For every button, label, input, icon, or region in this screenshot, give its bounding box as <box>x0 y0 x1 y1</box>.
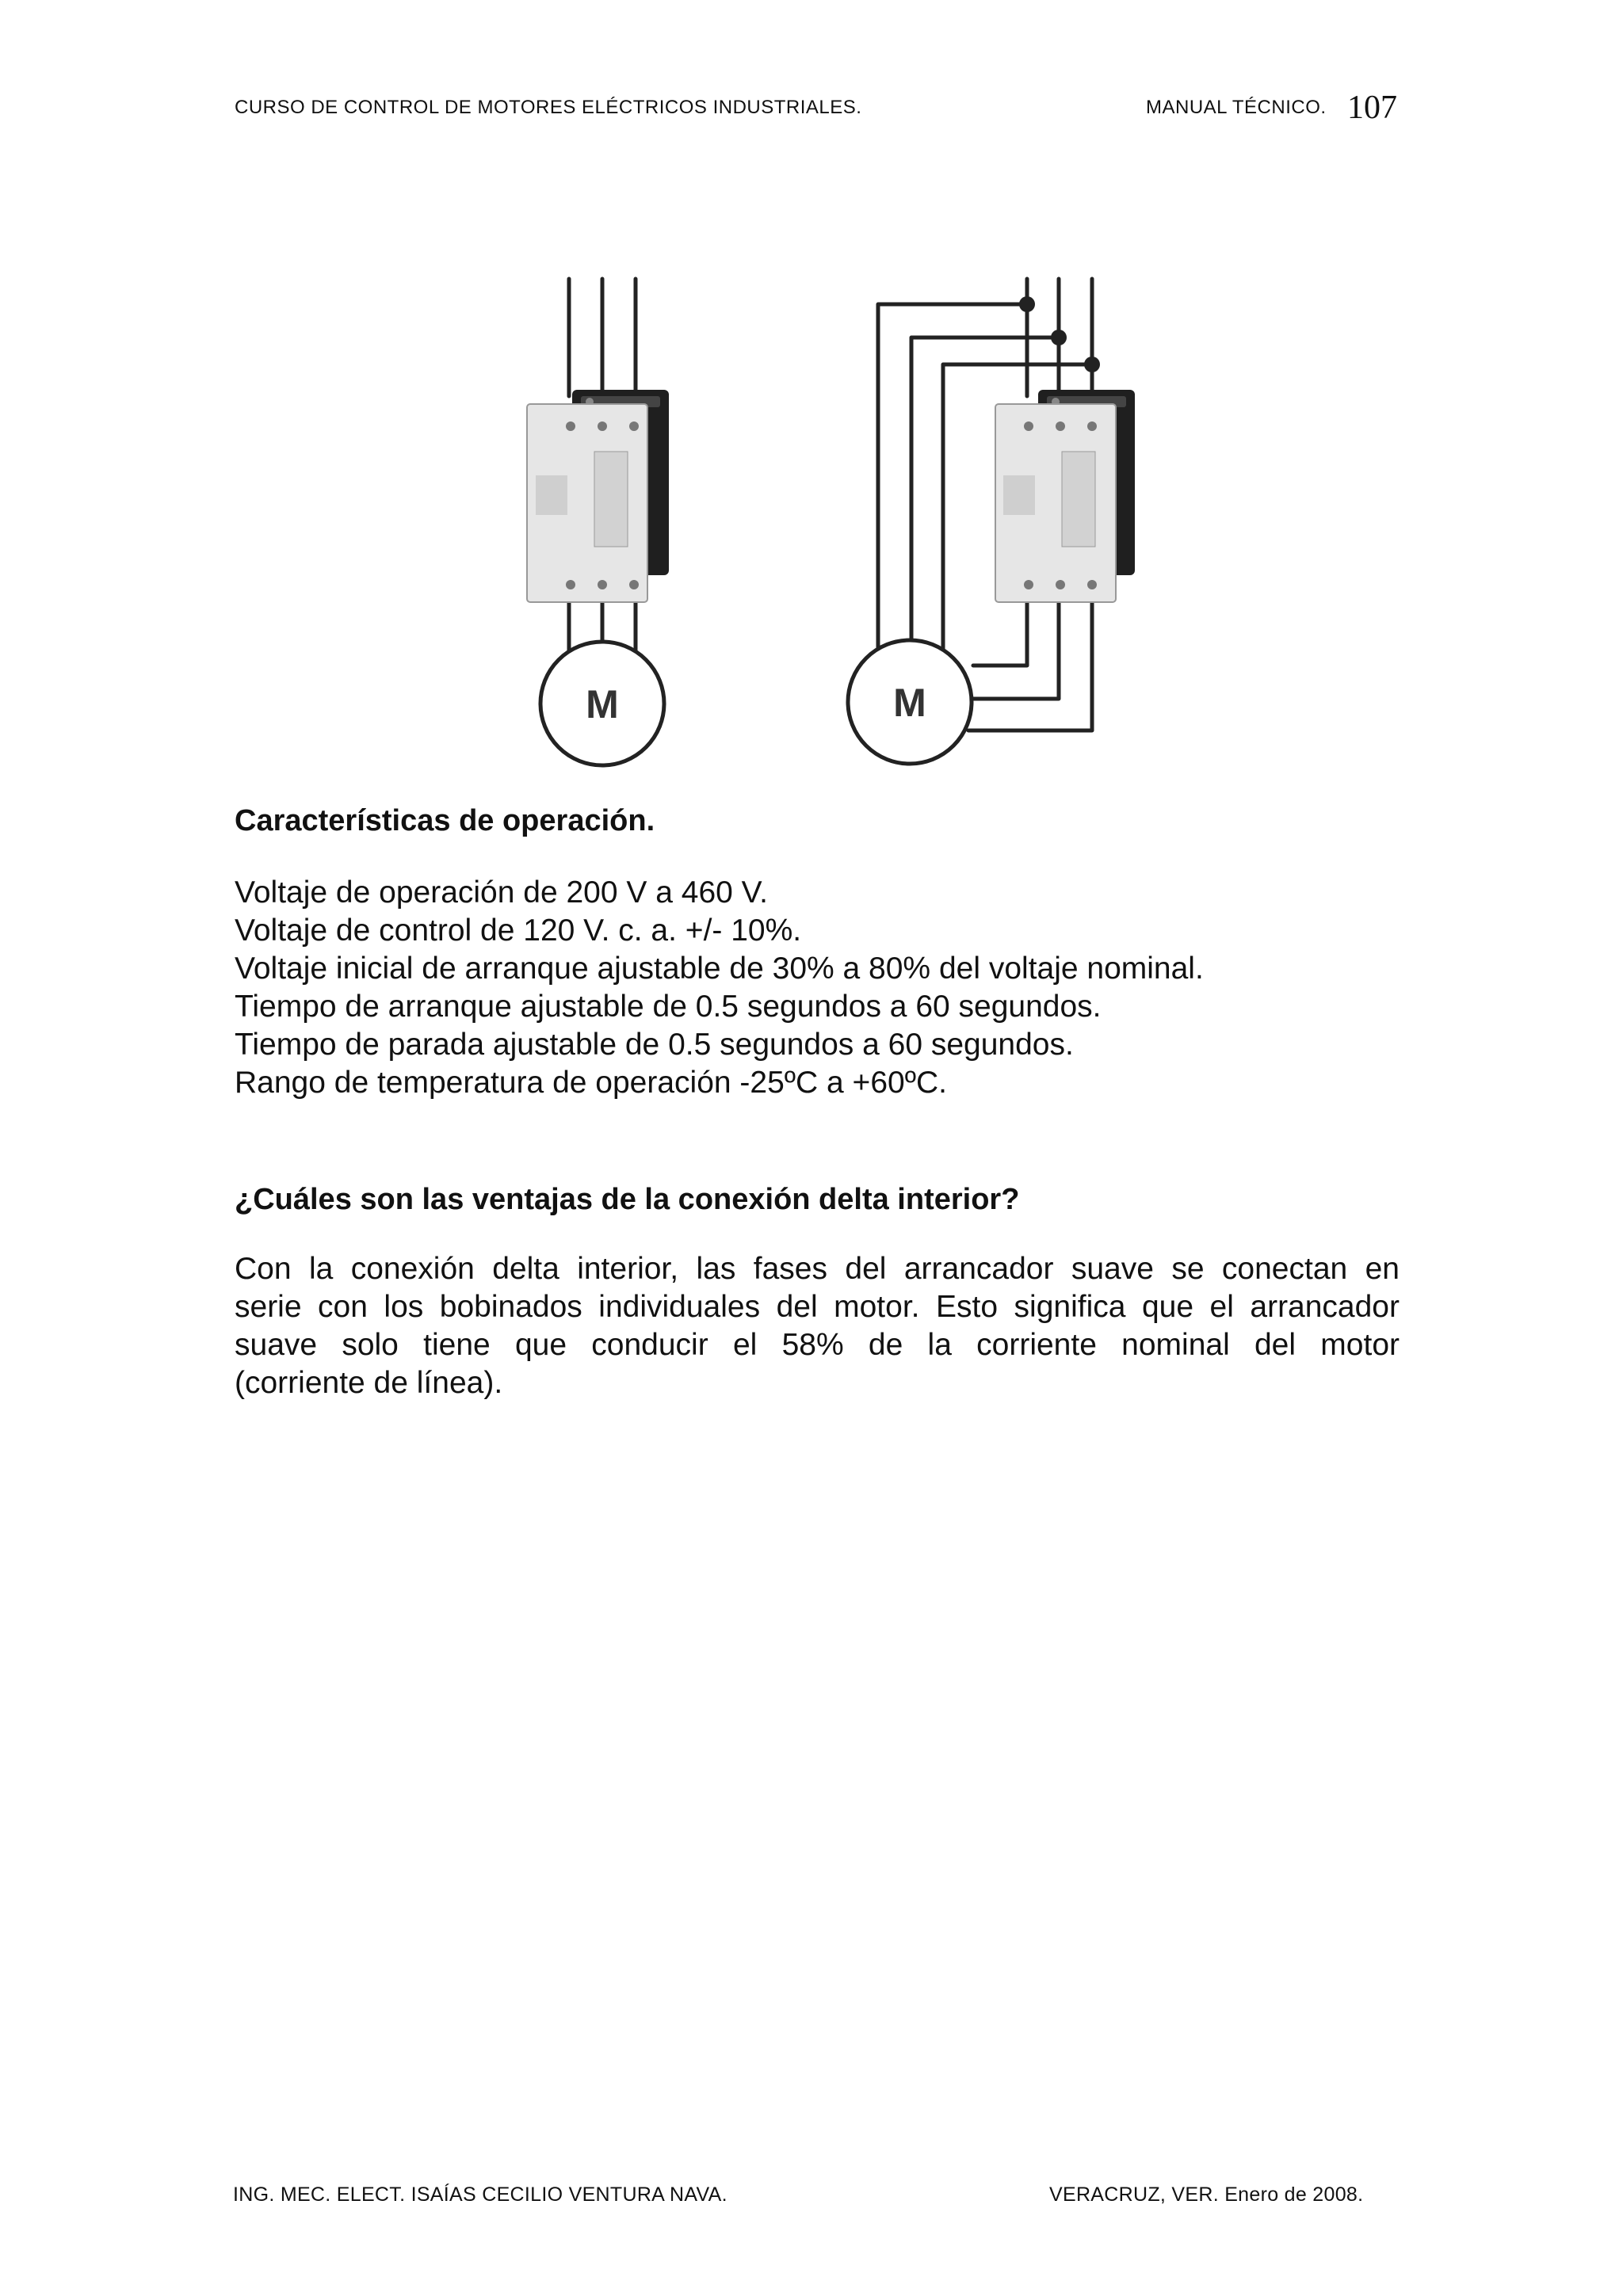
spec-line: Voltaje inicial de arranque ajustable de 30% a 80% del voltaje nominal. <box>235 952 1204 986</box>
paragraph-line: suave solo tiene que conducir el 58% de la corriente nominal del motor <box>235 1328 1400 1362</box>
footer-author: ING. MEC. ELECT. ISAÍAS CECILIO VENTURA NAVA. <box>233 2183 727 2206</box>
soft-starter-right <box>995 390 1135 602</box>
spec-line: Rango de temperatura de operación -25ºC a +60ºC. <box>235 1066 947 1100</box>
paragraph-line: (corriente de línea). <box>235 1366 503 1400</box>
page-number: 107 <box>1347 90 1397 126</box>
soft-starter-wiring-diagram <box>475 269 1189 776</box>
delta-advantages-paragraph <box>235 1250 1400 1402</box>
motor-right-label: M <box>893 681 926 725</box>
section-title-delta-advantages: ¿Cuáles son las ventajas de la conexión delta interior? <box>235 1183 1020 1216</box>
spec-line: Tiempo de parada ajustable de 0.5 segundos a 60 segundos. <box>235 1028 1074 1062</box>
paragraph-line: Con la conexión delta interior, las fases del arrancador suave se conectan en <box>235 1252 1400 1286</box>
spec-line: Voltaje de operación de 200 V a 460 V. <box>235 875 768 910</box>
spec-line: Voltaje de control de 120 V. c. a. +/- 10%. <box>235 913 802 948</box>
section-title-operating-characteristics: Características de operación. <box>235 804 655 837</box>
operating-characteristics-list <box>235 874 1204 1102</box>
header-manual-label: MANUAL TÉCNICO. <box>1146 97 1327 118</box>
spec-line: Tiempo de arranque ajustable de 0.5 segundos a 60 segundos. <box>235 990 1102 1024</box>
motor-left-label: M <box>586 682 619 727</box>
paragraph-line: serie con los bobinados individuales del motor. Esto significa que el arrancador <box>235 1290 1400 1324</box>
soft-starter-left <box>527 390 669 602</box>
header-course-title: CURSO DE CONTROL DE MOTORES ELÉCTRICOS INDUSTRIALES. <box>235 97 862 118</box>
footer-place-date: VERACRUZ, VER. Enero de 2008. <box>1049 2183 1364 2206</box>
